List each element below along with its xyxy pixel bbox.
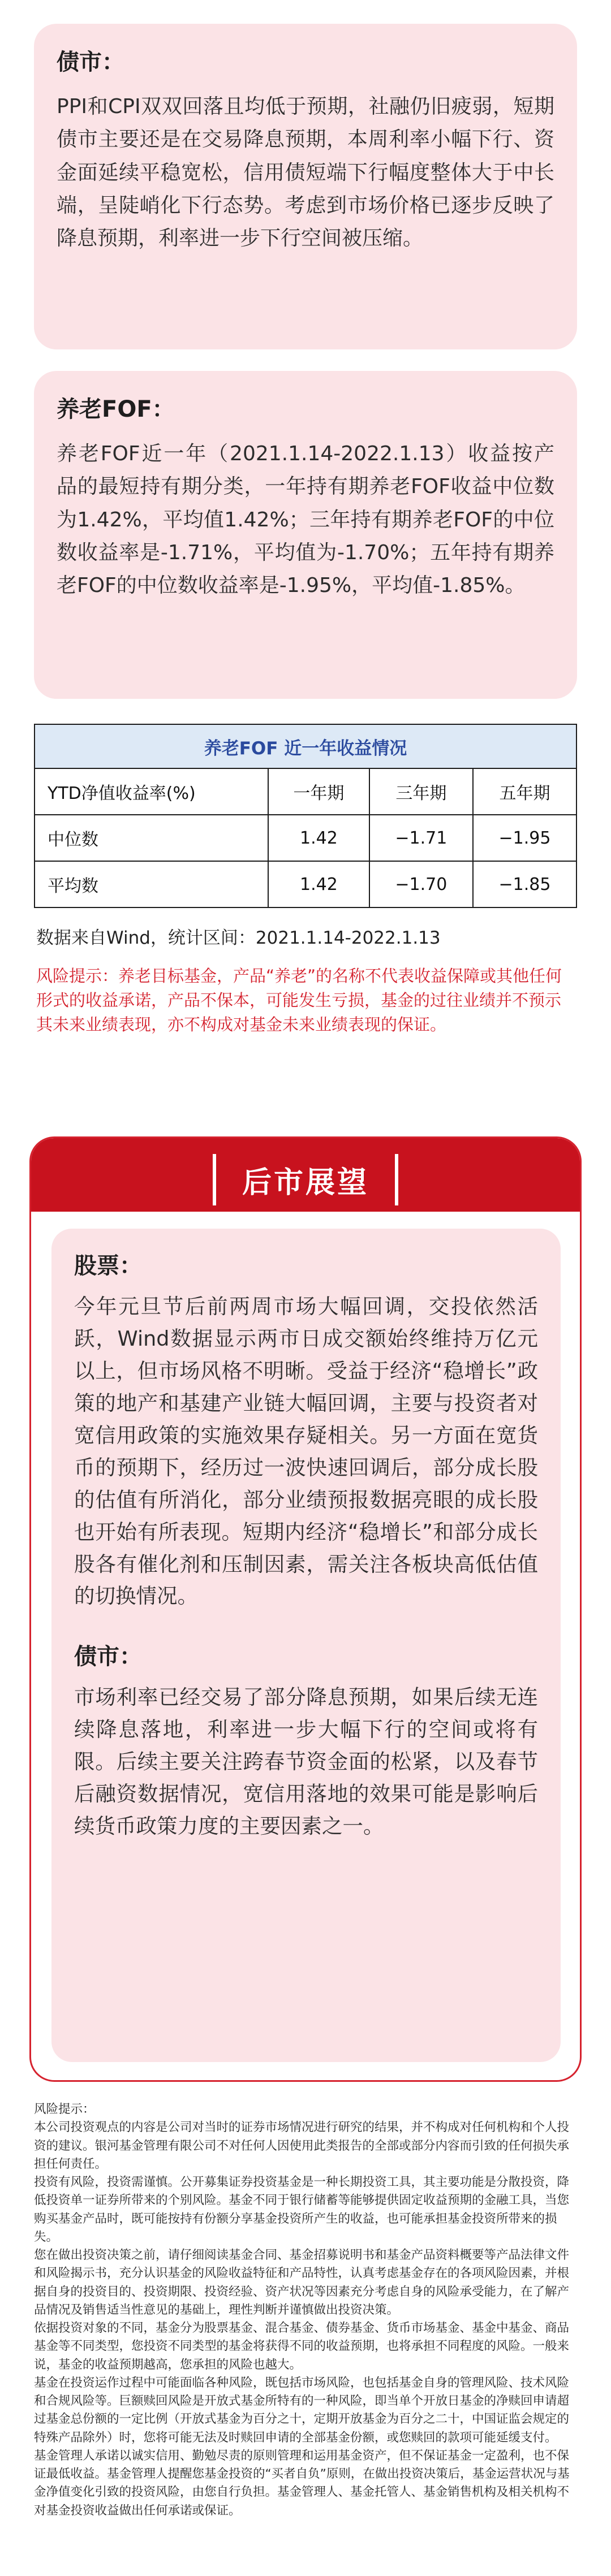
table-cell: −1.95 (473, 815, 576, 861)
disclaimer-heading: 风险提示： (34, 2102, 95, 2116)
table-row-label: 中位数 (35, 815, 268, 861)
data-source-note: 数据来自Wind，统计区间：2021.1.14-2022.1.13 (36, 928, 441, 948)
stock-text: 今年元旦节后前两周市场大幅回调，交投依然活跃，Wind数据显示两市日成交额始终维持万亿元以上，但市场风格不明晰。受益于经济“稳增长”政策的地产和基建产业链大幅回调，主要与投资者对宽信用政策的实施效果存疑相关。另一方面在宽货币的预期下，经历过一波快速回调后，部分成长股的估值有所消化，部分业绩预报数据亮眼的成长股也开始有所表现。短期内经济“稳增长”和部分成长股各有催化剂和压制因素，需关注各板块高低估值的切换情况。 (74, 1294, 538, 1609)
outlook-bond-text: 市场利率已经交易了部分降息预期，如果后续无连续降息落地，利率进一步大幅下行的空间或将有限。后续主要关注跨春节资金面的松紧，以及春节后融资数据情况，宽信用落地的效果可能是影响后续货币政策力度的主要因素之一。 (74, 1685, 538, 1839)
market-outlook-section (29, 1136, 582, 2082)
table-cell: −1.71 (369, 815, 473, 861)
outlook-content-card (51, 1229, 561, 2062)
table-cell: −1.70 (369, 861, 473, 907)
table-header-cell: 一年期 (268, 768, 369, 815)
table-row (35, 815, 576, 861)
table-header-cell: 三年期 (369, 768, 473, 815)
bond-market-card (34, 24, 577, 349)
outlook-title: 后市展望 (213, 1154, 398, 1205)
disclaimer-paragraph: 投资有风险，投资需谨慎。公开募集证券投资基金是一种长期投资工具，其主要功能是分散投资，降低投资单一证券所带来的个别风险。基金不同于银行储蓄等能够提供固定收益预期的金融工具，当您购买基金产品时，既可能按持有份额分享基金投资所产生的收益，也可能承担基金投资所带来的损失。 (34, 2175, 570, 2244)
table-cell: −1.85 (473, 861, 576, 907)
disclaimer-paragraph: 依据投资对象的不同，基金分为股票基金、混合基金、债券基金、货币市场基金、基金中基金、商品基金等不同类型，您投资不同类型的基金将获得不同的收益预期，也将承担不同程度的风险。一般来说，基金的收益预期越高，您承担的风险也越大。 (34, 2321, 570, 2372)
table-row (35, 861, 576, 907)
table-caption: 养老FOF 近一年收益情况 (35, 724, 576, 768)
table-cell: 1.42 (268, 861, 369, 907)
pension-risk-note: 风险提示：养老目标基金，产品“养老”的名称不代表收益保障或其他任何形式的收益承诺，产品不保本，可能发生亏损，基金的过往业绩并不预示其未来业绩表现，亦不构成对基金未来业绩表现的保证。 (36, 966, 562, 1034)
disclaimer-paragraph: 您在做出投资决策之前，请仔细阅读基金合同、基金招募说明书和基金产品资料概要等产品法律文件和风险揭示书，充分认识基金的风险收益特征和产品特性，认真考虑基金存在的各项风险因素，并根据自身的投资目的、投资期限、投资经验、资产状况等因素充分考虑自身的风险承受能力，在了解产品情况及销售适当性意见的基础上，理性判断并谨慎做出投资决策。 (34, 2248, 570, 2317)
bond-market-title: 债市： (57, 49, 124, 75)
table-caption-row (35, 724, 576, 768)
pension-fof-card (34, 371, 577, 699)
table-header-row (35, 768, 576, 815)
pension-fof-text: 养老FOF近一年（2021.1.14-2022.1.13）收益按产品的最短持有期分类，一年持有期养老FOF收益中位数为1.42%，平均值1.42%；三年持有期养老FOF的中位数收益率是-1.71%，平均值为-1.70%；五年持有期养老FOF的中位数收益率是-1.95%，平均值-1.85%。 (57, 442, 554, 598)
disclaimer-paragraph: 基金管理人承诺以诚实信用、勤勉尽责的原则管理和运用基金资产，但不保证基金一定盈利，也不保证最低收益。基金管理人提醒您基金投资的“买者自负”原则，在做出投资决策后，基金运营状况与基金净值变化引致的投资风险，由您自行负担。基金管理人、基金托管人、基金销售机构及相关机构不对基金投资收益做出任何承诺或保证。 (34, 2448, 570, 2518)
pension-fof-title: 养老FOF： (57, 396, 175, 422)
stock-title: 股票： (74, 1253, 142, 1279)
risk-disclaimer (34, 2100, 577, 2520)
table-row-label: 平均数 (35, 861, 268, 907)
bond-market-text: PPI和CPI双双回落且均低于预期，社融仍旧疲弱，短期债市主要还是在交易降息预期，本周利率小幅下行、资金面延续平稳宽松，信用债短端下行幅度整体大于中长端，呈陡峭化下行态势。考虑到市场价格已逐步反映了降息预期，利率进一步下行空间被压缩。 (57, 95, 554, 250)
outlook-bond-title: 债市： (74, 1644, 142, 1670)
disclaimer-paragraph: 本公司投资观点的内容是公司对当时的证券市场情况进行研究的结果，并不构成对任何机构和个人投资的建议。银河基金管理有限公司不对任何人因使用此类报告的全部或部分内容而引致的任何损失承担任何责任。 (34, 2120, 570, 2171)
disclaimer-paragraph: 基金在投资运作过程中可能面临各种风险，既包括市场风险，也包括基金自身的管理风险、技术风险和合规风险等。巨额赎回风险是开放式基金所特有的一种风险，即当单个开放日基金的净赎回申请超过基金总份额的一定比例（开放式基金为百分之十，定期开放基金为百分之二十，中国证监会规定的特殊产品除外）时，您将可能无法及时赎回申请的全部基金份额，或您赎回的款项可能延缓支付。 (34, 2375, 570, 2445)
table-header-cell: YTD净值收益率(%) (35, 768, 268, 815)
table-header-cell: 五年期 (473, 768, 576, 815)
table-cell: 1.42 (268, 815, 369, 861)
fof-returns-table (34, 724, 577, 908)
